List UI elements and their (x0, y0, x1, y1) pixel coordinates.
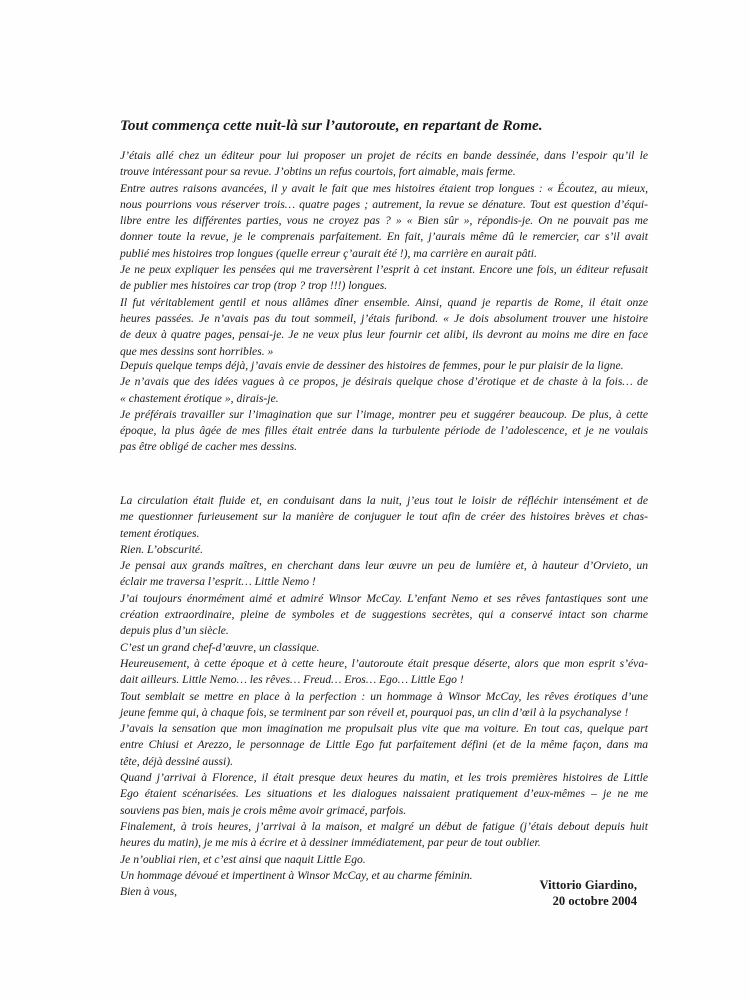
text-line: Je n’oubliai rien, et c’est ainsi que naquit Little Ego. (120, 852, 366, 866)
text-line: libre entre les différentes parties, vous ne croyez pas ? » « Bien sûr », répondis-je. On ne pouvait pas me (120, 214, 648, 228)
text-line: depuis plus d’un siècle. (120, 624, 229, 638)
text-line: Tout semblait se mettre en place à la perfection : un hommage à Winsor McCay, les rêves érotiques d’une (120, 689, 648, 703)
text-line: Je préférais travailler sur l’imagination que sur l’image, montrer peu et suggérer beaucoup. De plus, à cette (120, 407, 648, 421)
text-line: jeune femme qui, à chaque fois, se terminent par son réveil et, pourquoi pas, un clin d’œil à la psychanalyse ! (120, 705, 629, 719)
paragraph-2 (120, 358, 648, 456)
signature-name: Vittorio Giardino, (539, 878, 637, 892)
text-line: publié mes histoires trop longues (quelle erreur ç’aurait été !), ma carrière en aurait pâti. (120, 246, 537, 260)
text-line: J’ai toujours énormément aimé et admiré Winsor McCay. L’enfant Nemo et ses rêves fantastiques sont une (120, 591, 648, 605)
text-line: de publier mes histoires car trop (trop ? trop !!!) longues. (120, 279, 388, 293)
text-line: souviens pas bien, mais je crois même avoir grimacé, parfois. (120, 803, 407, 817)
text-line: heures passées. Je n’avais pas du tout sommeil, j’étais furibond. « Je dois absolument trouver une histoire (120, 311, 648, 325)
text-line: dait ailleurs. Little Nemo… les rêves… Freud… Eros… Ego… Little Ego ! (120, 673, 464, 687)
signature-block (540, 877, 637, 909)
text-line: La circulation était fluide et, en conduisant dans la nuit, j’eus tout le loisir de réfléchir intensément et de (120, 494, 648, 507)
text-line: que mes dessins sont horribles. » (120, 344, 274, 358)
text-line: entre Chiusi et Arezzo, le personnage de Little Ego fut parfaitement défini (et de la même façon, dans ma (120, 738, 648, 752)
paragraph-3 (120, 493, 648, 900)
text-line: éclair me traversa l’esprit… Little Nemo ! (120, 575, 316, 589)
text-line: tête, déjà dessiné aussi). (120, 754, 234, 768)
text-line: Finalement, à trois heures, j’arrivai à la maison, et malgré un début de fatigue (j’étais debout depuis huit (120, 819, 648, 833)
paragraph-1 (120, 148, 648, 360)
signature-date: 20 octobre 2004 (552, 894, 637, 908)
text-line: Je ne peux expliquer les pensées qui me traversèrent l’esprit à cet instant. Encore une fois, un éditeur refusait (120, 263, 648, 277)
text-line: tement érotiques. (120, 526, 200, 540)
text-line: Un hommage dévoué et impertinent à Winsor McCay, et au charme féminin. (120, 868, 473, 882)
text-line: C’est un grand chef-d’œuvre, un classique. (120, 640, 320, 654)
text-line: nous pourrions vous réserver trois… quatre pages ; autrement, la revue se dénature. Tout est question d’équi- (120, 197, 648, 211)
text-line: Depuis quelque temps déjà, j’avais envie de dessiner des histoires de femmes, pour le pur plaisir de la ligne. (120, 359, 624, 372)
text-line: heures du matin), je me mis à écrire et à dessiner immédiatement, par peur de tout oublier. (120, 836, 541, 850)
text-line: Je pensai aux grands maîtres, en cherchant dans leur œuvre un peu de lumière et, à hauteur d’Orvieto, un (120, 559, 648, 573)
text-line: Heureusement, à cette époque et à cette heure, l’autoroute était presque déserte, alors que mon esprit s’éva- (120, 656, 648, 670)
text-line: Entre autres raisons avancées, il y avait le fait que mes histoires étaient trop longues : « Écoutez, au mieux, (120, 181, 648, 195)
text-line: Je n’avais que des idées vagues à ce propos, je désirais quelque chose d’érotique et de chaste à la fois… de (120, 375, 648, 389)
text-line: me questionner furieusement sur la manière de conjuguer le tout afin de créer des histoires brèves et chas- (120, 510, 648, 524)
text-line: Ego étaient scénarisées. Les situations et les dialogues naissaient pratiquement d’eux-mêmes – je ne me (120, 787, 648, 801)
text-line: Il fut véritablement gentil et nous allâmes dîner ensemble. Ainsi, quand je repartis de Rome, il était onze (120, 295, 648, 309)
text-line: pas être obligé de cacher mes dessins. (120, 440, 297, 454)
text-line: Rien. L’obscurité. (120, 542, 203, 556)
text-line: Bien à vous, (120, 885, 177, 899)
page-title: Tout commença cette nuit-là sur l’autoroute, en repartant de Rome. (120, 117, 543, 134)
text-line: trouve intéressant pour sa revue. J’obtins un refus courtois, fort aimable, mais ferme. (120, 165, 516, 179)
text-line: J’étais allé chez un éditeur pour lui proposer un projet de récits en bande dessinée, dans l’espoir qu’il le (120, 149, 648, 162)
text-line: époque, la plus âgée de mes filles était entrée dans la turbulente période de l’adolescence, et je ne voulais (120, 424, 648, 438)
text-line: création extraordinaire, pleine de symboles et de suggestions secrètes, qui a conservé intact son charme (120, 608, 648, 622)
text-line: de deux à quatre pages, pensai-je. Je ne veux plus leur fournir cet alibi, ils devront au moins me dire en face (120, 328, 648, 342)
text-line: Quand j’arrivai à Florence, il était presque deux heures du matin, et les trois premières histoires de Little (120, 771, 648, 785)
text-line: J’avais la sensation que mon imagination me propulsait plus vite que ma voiture. En tout cas, quelque part (120, 722, 648, 736)
text-line: « chastement érotique », dirais-je. (120, 391, 279, 405)
text-line: donner toute la revue, je le comprenais parfaitement. En fait, j’aurais même dû le remercier, car s’il avait (120, 230, 648, 244)
